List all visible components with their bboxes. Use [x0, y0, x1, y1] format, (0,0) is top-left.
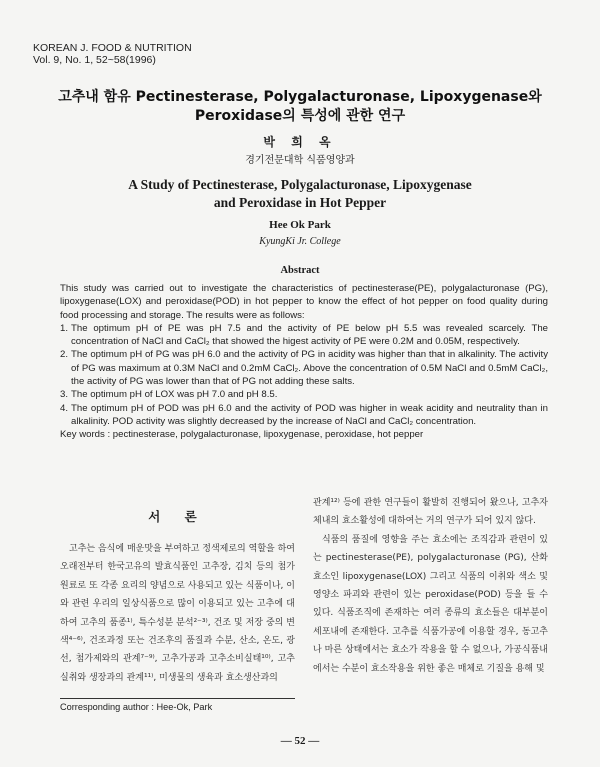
keywords: Key words : pectinesterase, polygalacturonase, lipoxygenase, peroxidase, hot pepper	[60, 429, 424, 441]
english-title-line2: and Peroxidase in Hot Pepper	[213, 195, 387, 210]
corresponding-author-footnote: Corresponding author : Hee-Ok, Park	[60, 702, 213, 712]
right-column-paragraph: 식품의 품질에 영향을 주는 효소에는 조직감과 관련이 있는 pectinesterase(PE), polygalacturonase (PG), 산화효소인 lipoxygenase(LOX) 그리고 식품의 이취와 색소 및 영양소 파괴와 관련이 있는 peroxidase(POD) 등을 들 수 있다. 식품조직에 존재하는 여러 종류의 효소들은 대부분이 세포내에 존재한다. 고추를 식품가공에 이용할 경우, 동고추나 마른 상태에서는 효소가 작용을 할 수 없으나, 가공식품내에서는 수분이 효소작용을 위한 좋은 매체로 기질을 용해 및	[313, 534, 548, 674]
abstract-body	[60, 282, 548, 442]
item-number: 2.	[60, 349, 69, 361]
right-column	[313, 494, 548, 678]
item-text: The optimum pH of PG was pH 6.0 and the activity of PG in acidity was higher than that in alkalinity. The activity of PG was maximum at 0.3M NaCl and 0.2mM CaCl₂. Above the concentration of 0.5M NaCl and 0.5mM CaCl₂, the activity of PG was lower than that of PG not adding these salts.	[71, 349, 548, 388]
journal-header	[33, 42, 192, 66]
footnote-divider	[60, 698, 295, 699]
abstract-results-list	[60, 322, 548, 428]
right-column-paragraph: 관계¹²⁾ 등에 관한 연구들이 활발히 진행되어 왔으나, 고추자체내의 효소활성에 대하여는 거의 연구가 되어 있지 않다.	[313, 498, 548, 527]
abstract-result-item	[60, 388, 548, 401]
item-number: 1.	[60, 322, 69, 334]
abstract-result-item	[60, 322, 548, 349]
korean-affiliation: 경기전문대학 식품영양과	[245, 155, 355, 166]
korean-title-line2: Peroxidase의 특성에 관한 연구	[194, 108, 406, 124]
abstract-intro: This study was carried out to investigate the characteristics of pectinesterase(PE), polygalacturonase (PG), lipoxygenase(LOX) and peroxidase(POD) in hot pepper to know the effect of hot pepper on food quality during food processing and storage. The results were as follows:	[60, 283, 548, 321]
item-text: The optimum pH of PE was pH 7.5 and the activity of PE below pH 5.5 was revealed scarcely. The concentration of NaCl and CaCl₂ that showed the higest activity of PE were 0.2M and 0.05M, respectively.	[71, 322, 548, 348]
english-affiliation: KyungKi Jr. College	[259, 236, 341, 247]
item-text: The optimum pH of LOX was pH 7.0 and pH 8.5.	[71, 389, 278, 401]
page-number: — 52 —	[280, 735, 320, 747]
left-column-text: 고추는 음식에 매운맛을 부여하고 정색제로의 역할을 하여 오래전부터 한국고유의 발효식품인 고추장, 김치 등의 첨가원료로 또 각종 요리의 양념으로 사용되고 있는 식품이나, 이와 관련 우리의 일상식품으로 많이 이용되고 있는 고추에 대하여 고추의 품종¹⁾, 특수성분 분석²⁻³⁾, 건조 및 저장 중의 변색⁴⁻⁶⁾, 건조과정 또는 건조후의 품질과 수분, 산소, 온도, 광선, 첨가제와의 관계⁷⁻⁹⁾, 고추가공과 고추소비실태¹⁰⁾, 고추실취와 생장과의 관계¹¹⁾, 미생물의 생육과 효소생산과의	[60, 544, 295, 683]
korean-title-line1: 고추내 함유 Pectinesterase, Polygalacturonase, Lipoxygenase와	[58, 89, 542, 105]
section-heading-introduction: 서 론	[148, 509, 207, 524]
korean-author: 박 희 옥	[263, 135, 337, 149]
item-number: 3.	[60, 389, 69, 401]
english-title-line1: A Study of Pectinesterase, Polygalacturonase, Lipoxygenase	[128, 177, 472, 192]
item-text: The optimum pH of POD was pH 6.0 and the activity of POD was higher in weak acidity and neutrality than in alkalinity. POD activity was slightly decreased by the increase of NaCl and CaCl₂ concentration.	[71, 402, 548, 427]
item-number: 4.	[60, 402, 69, 414]
abstract-result-item	[60, 348, 548, 388]
abstract-heading: Abstract	[280, 265, 320, 276]
journal-volume: Vol. 9, No. 1, 52~58(1996)	[33, 54, 156, 66]
abstract-result-item	[60, 402, 548, 429]
english-author: Hee Ok Park	[269, 219, 331, 231]
journal-name: KOREAN J. FOOD & NUTRITION	[33, 42, 192, 54]
